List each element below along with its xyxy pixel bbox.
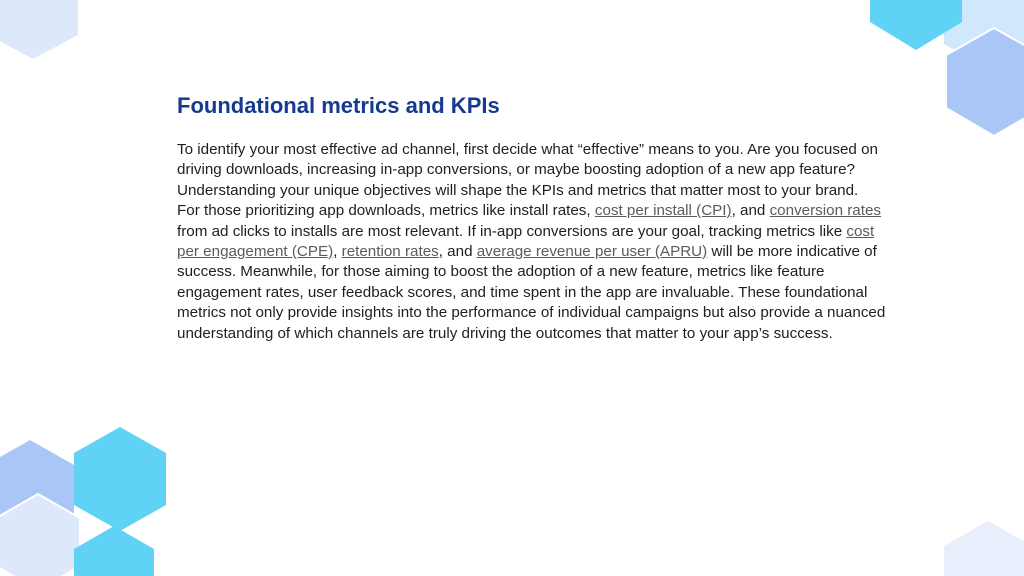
link-retention-rates[interactable]: retention rates xyxy=(341,243,439,261)
hexagon-bottom-left-cyan-lower xyxy=(74,526,154,576)
hexagon-bottom-left-cyan xyxy=(74,427,166,531)
hexagon-bottom-right xyxy=(944,521,1024,576)
text-segment: , and xyxy=(731,202,770,220)
text-segment: from ad clicks to installs are most relevant. If in-app conversions are your goal, tracking metrics like xyxy=(177,222,847,240)
text-segment: , and xyxy=(438,243,477,261)
text-segment: , xyxy=(333,243,342,261)
slide-body xyxy=(177,140,897,344)
text-segment: For those prioritizing app downloads, metrics like install rates, xyxy=(177,202,595,220)
link-average-revenue-per-user[interactable]: average revenue per user (APRU) xyxy=(476,243,708,261)
hexagon-top-left xyxy=(0,0,78,59)
link-cost-per-install[interactable]: cost per install (CPI) xyxy=(594,202,732,220)
link-conversion-rates[interactable]: conversion rates xyxy=(769,202,882,220)
slide-title: Foundational metrics and KPIs xyxy=(177,93,500,118)
text-segment: will be more indicative of success. Meanwhile, for those aiming to boost the adoption of a new feature, metrics like feature engagement rates, user feedback scores, and time spent in the app are invaluable. These foundational metrics not only provide insights into the performance of individual campaigns but also provide a nuanced understanding of which channels are truly driving the outcomes that matter to your app’s success. xyxy=(177,243,886,342)
slide-content xyxy=(177,92,897,344)
paragraph-metrics xyxy=(177,201,897,344)
paragraph-objectives: To identify your most effective ad channel, first decide what “effective” means to you. Are you focused on driving downloads, increasing in-app conversions, or maybe boosting adoption of a new app feature? Understanding your unique objectives will shape the KPIs and metrics that matter most to your brand. xyxy=(177,141,878,199)
link-cost-per-engagement[interactable]: cost per engagement (CPE) xyxy=(177,222,875,261)
